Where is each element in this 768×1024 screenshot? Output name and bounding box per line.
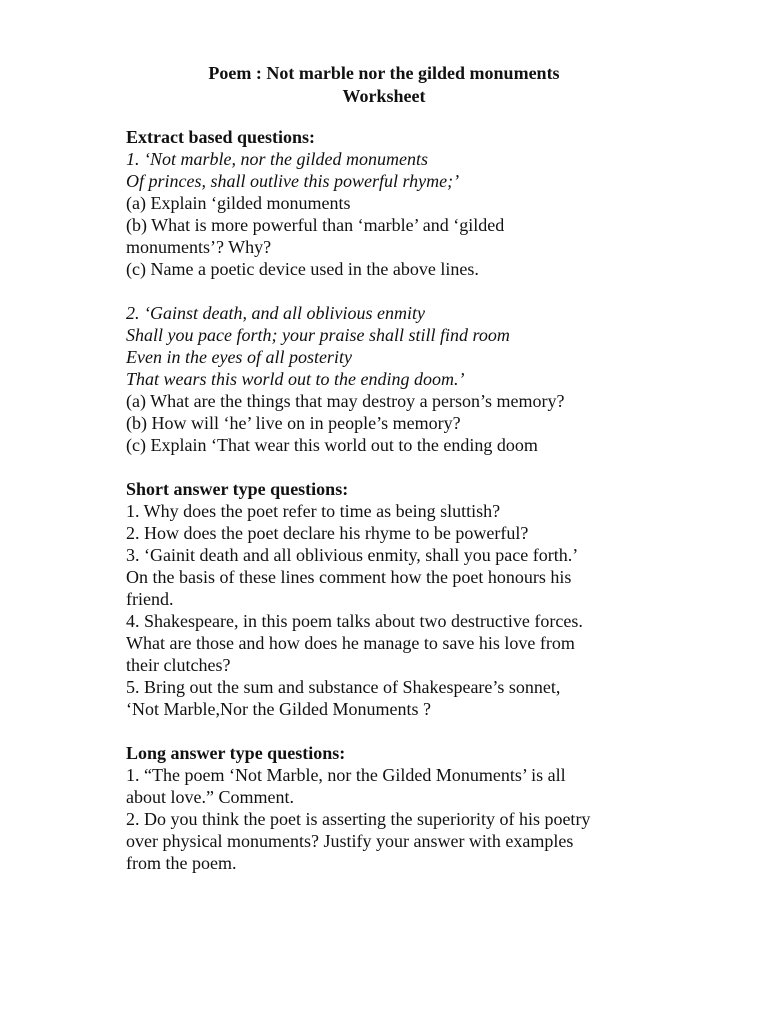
question-part: (b) How will ‘he’ live on in people’s memory? [126,413,461,433]
extract-question-2 [126,302,646,456]
question-line: 2. Do you think the poet is asserting the superiority of his poetry [126,809,591,829]
question-line: 4. Shakespeare, in this poem talks about two destructive forces. [126,611,583,631]
spacer [126,720,646,742]
question-line: 1. “The poem ‘Not Marble, nor the Gilded Monuments’ is all [126,765,566,785]
question-line: On the basis of these lines comment how the poet honours his [126,567,572,587]
quote-line: 1. ‘Not marble, nor the gilded monuments [126,149,428,169]
quote-line: Of princes, shall outlive this powerful rhyme;’ [126,171,460,191]
long-answer-section [126,742,646,874]
question-line: 1. Why does the poet refer to time as being sluttish? [126,501,501,521]
question-line: ‘Not Marble,Nor the Gilded Monuments ? [126,699,431,719]
section-heading-long: Long answer type questions: [126,743,346,763]
question-line: What are those and how does he manage to save his love from [126,633,575,653]
worksheet-content [126,126,646,874]
title-line-2: Worksheet [342,86,426,106]
question-part: monuments’? Why? [126,237,272,257]
question-line: from the poem. [126,853,237,873]
question-line: their clutches? [126,655,231,675]
question-line: over physical monuments? Justify your answer with examples [126,831,574,851]
section-heading-short: Short answer type questions: [126,479,349,499]
spacer [126,280,646,302]
quote-line: 2. ‘Gainst death, and all oblivious enmity [126,303,425,323]
question-part: (c) Explain ‘That wear this world out to the ending doom [126,435,538,455]
question-line: 3. ‘Gainit death and all oblivious enmity, shall you pace forth.’ [126,545,579,565]
question-line: 5. Bring out the sum and substance of Shakespeare’s sonnet, [126,677,561,697]
short-answer-section [126,478,646,720]
spacer [126,456,646,478]
question-line: 2. How does the poet declare his rhyme to be powerful? [126,523,529,543]
question-part: (a) What are the things that may destroy a person’s memory? [126,391,565,411]
question-line: about love.” Comment. [126,787,294,807]
title-line-1: Poem : Not marble nor the gilded monuments [208,63,560,83]
question-line: friend. [126,589,174,609]
extract-question-1 [126,148,646,280]
question-part: (c) Name a poetic device used in the above lines. [126,259,479,279]
quote-line: That wears this world out to the ending doom.’ [126,369,465,389]
section-heading-extract: Extract based questions: [126,127,316,147]
quote-line: Even in the eyes of all posterity [126,347,352,367]
question-part: (b) What is more powerful than ‘marble’ and ‘gilded [126,215,505,235]
page-title [0,62,768,108]
quote-line: Shall you pace forth; your praise shall still find room [126,325,510,345]
extract-section [126,126,646,456]
question-part: (a) Explain ‘gilded monuments [126,193,351,213]
